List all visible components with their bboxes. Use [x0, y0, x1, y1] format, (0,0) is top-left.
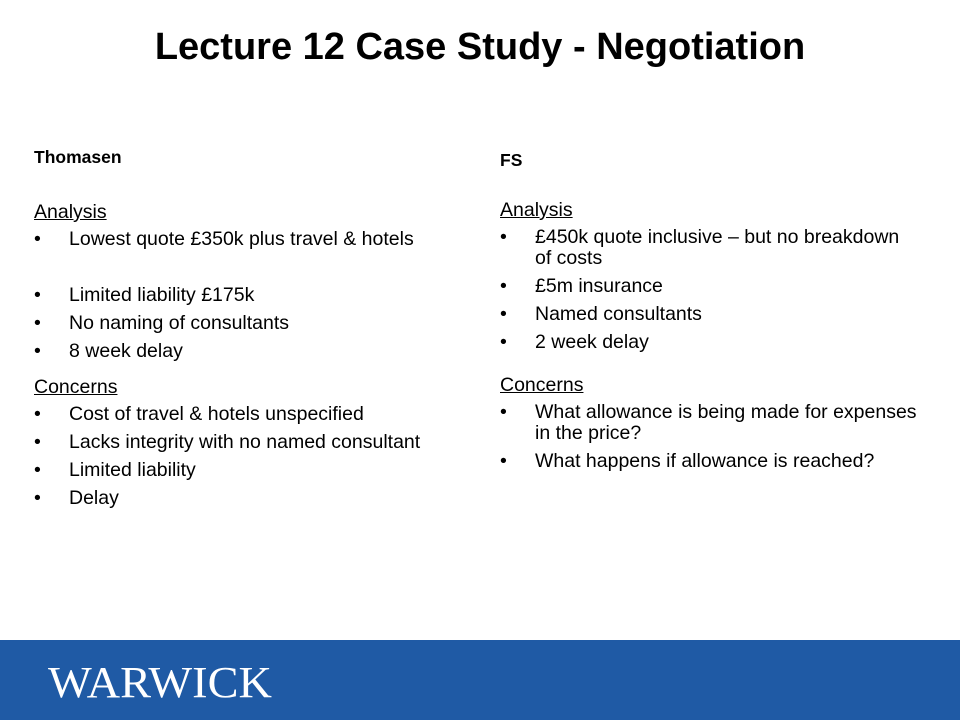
- right-analysis-label: Analysis: [500, 199, 573, 221]
- slide-title: Lecture 12 Case Study - Negotiation: [154, 26, 806, 68]
- bullet-icon: •: [500, 401, 507, 423]
- bullet-icon: •: [34, 228, 41, 250]
- list-item: • £450k quote inclusive – but no breakdown of costs: [500, 226, 900, 269]
- bullet-icon: •: [34, 403, 41, 425]
- list-item: • What happens if allowance is reached?: [500, 450, 875, 472]
- bullet-icon: •: [34, 459, 41, 481]
- footer-band: [0, 640, 960, 720]
- list-item: • Cost of travel & hotels unspecified: [34, 403, 364, 425]
- bullet-icon: •: [34, 284, 41, 306]
- bullet-icon: •: [500, 226, 507, 248]
- list-item: • Lacks integrity with no named consultant: [34, 431, 421, 453]
- left-column: [34, 146, 454, 516]
- list-item: • Lowest quote £350k plus travel & hotels: [34, 228, 414, 250]
- left-concerns-list: [34, 404, 454, 509]
- bullet-icon: •: [500, 303, 507, 325]
- right-column: [500, 149, 920, 479]
- list-item: • Named consultants: [500, 303, 702, 325]
- list-item: • Limited liability: [34, 459, 196, 481]
- left-analysis-label: Analysis: [34, 201, 107, 223]
- left-analysis-list: [34, 229, 454, 362]
- list-item: • Delay: [34, 487, 119, 509]
- right-analysis-list: [500, 227, 920, 353]
- list-item: • £5m insurance: [500, 275, 663, 297]
- bullet-icon: •: [34, 487, 41, 509]
- warwick-logo-text: WARWICK: [48, 658, 273, 705]
- list-item: • 8 week delay: [34, 340, 183, 362]
- right-concerns-list: [500, 402, 920, 472]
- left-column-heading: Thomasen: [34, 147, 122, 167]
- list-item: • Limited liability £175k: [34, 284, 255, 306]
- bullet-icon: •: [500, 450, 507, 472]
- list-item: • 2 week delay: [500, 331, 649, 353]
- bullet-icon: •: [500, 275, 507, 297]
- bullet-icon: •: [500, 331, 507, 353]
- right-concerns-label: Concerns: [500, 374, 584, 396]
- bullet-icon: •: [34, 340, 41, 362]
- bullet-icon: •: [34, 431, 41, 453]
- right-column-heading: FS: [500, 150, 523, 170]
- left-concerns-label: Concerns: [34, 376, 118, 398]
- list-item: • What allowance is being made for expenses in the price?: [500, 401, 917, 444]
- bullet-icon: •: [34, 312, 41, 334]
- warwick-logo: [48, 657, 278, 705]
- list-item: • No naming of consultants: [34, 312, 290, 334]
